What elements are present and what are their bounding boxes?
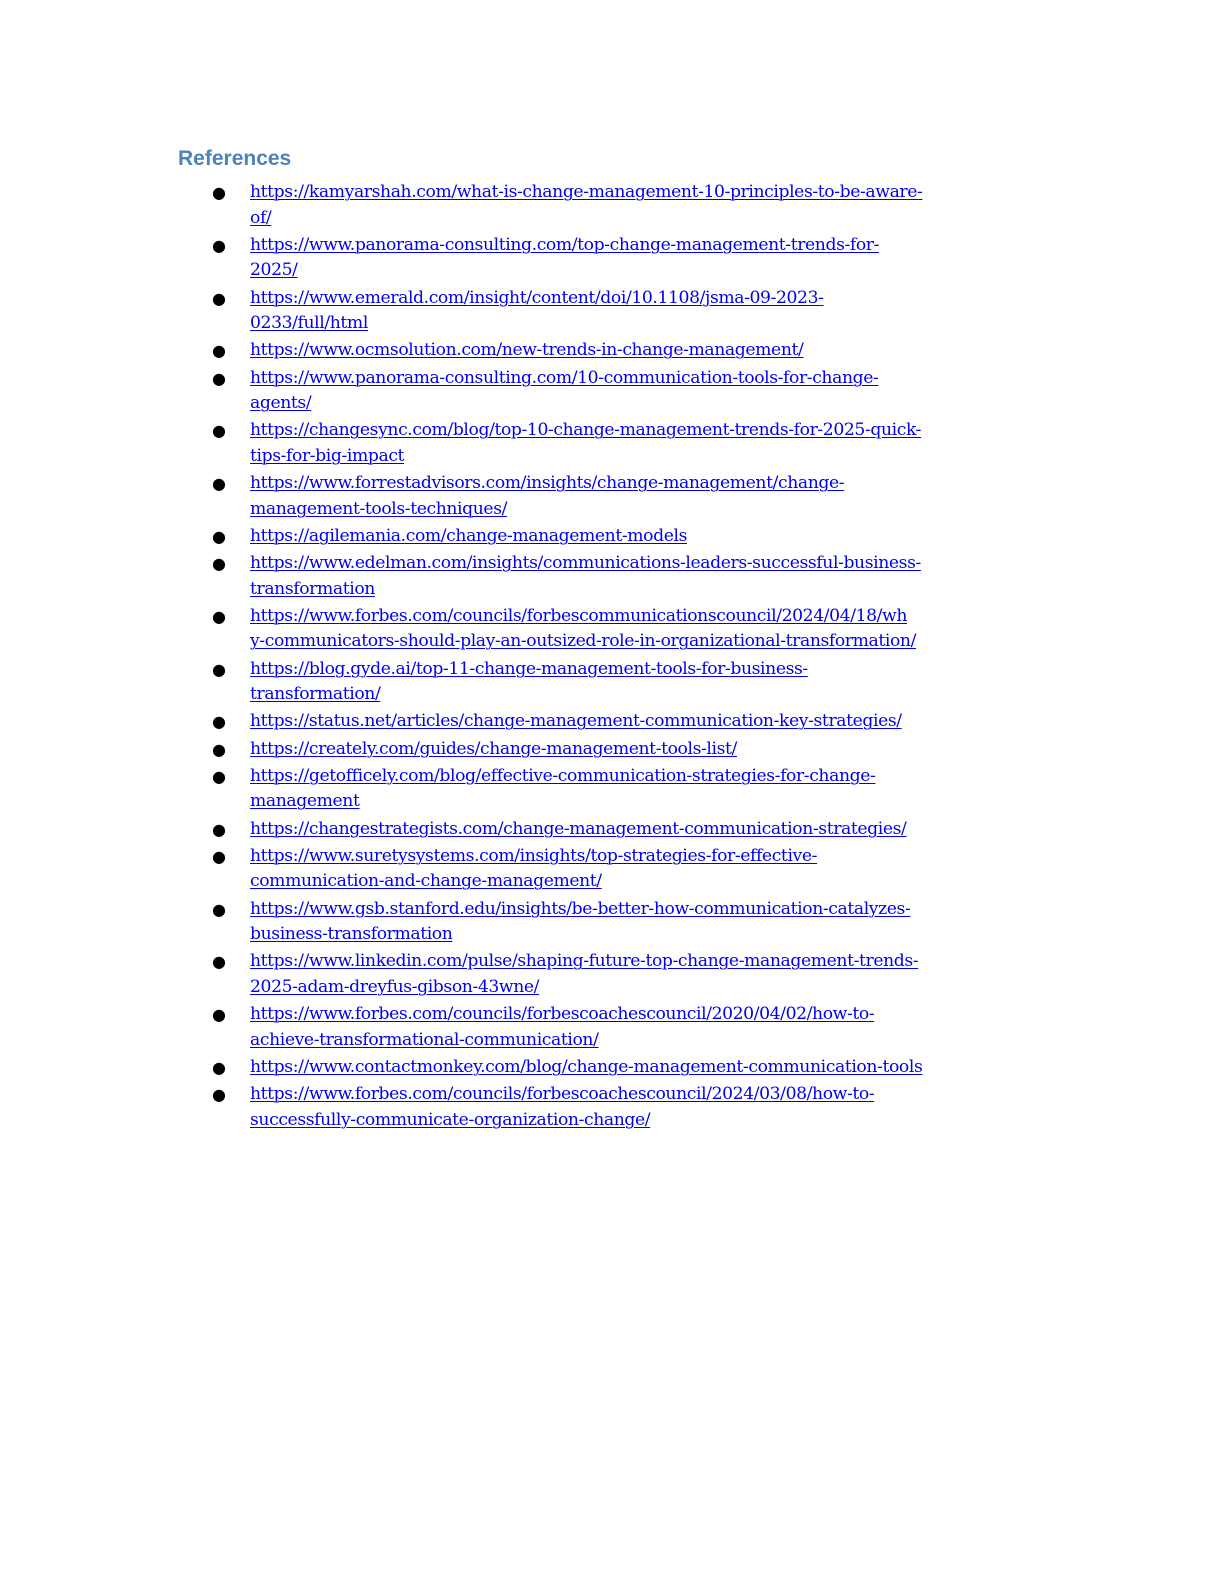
reference-item: [178, 657, 1038, 708]
bullet-icon: ●: [212, 712, 226, 732]
reference-item: [178, 709, 1038, 735]
reference-link[interactable]: [250, 1002, 1038, 1053]
reference-link[interactable]: [250, 233, 1038, 284]
reference-item: [178, 180, 1038, 231]
reference-link[interactable]: [250, 817, 1038, 843]
bullet-icon: ●: [212, 288, 226, 308]
reference-link-line: https://status.net/articles/change-management-communication-key-strategies/: [250, 711, 902, 732]
reference-link-line: https://changestrategists.com/change-management-communication-strategies/: [250, 818, 907, 839]
reference-link-line: https://www.forrestadvisors.com/insights/change-management/change-: [250, 473, 845, 494]
reference-link-line: successfully-communicate-organization-change/: [250, 1109, 651, 1130]
reference-link-line: management: [250, 791, 360, 812]
reference-link-line: https://www.emerald.com/insight/content/doi/10.1108/jsma-09-2023-: [250, 287, 824, 308]
reference-item: [178, 471, 1038, 522]
reference-item: [178, 737, 1038, 763]
bullet-icon: ●: [212, 766, 226, 786]
bullet-icon: ●: [212, 183, 226, 202]
reference-link-line: 0233/full/html: [250, 313, 368, 334]
reference-link-line: 2025/: [250, 260, 298, 281]
reference-link[interactable]: [250, 844, 1038, 895]
reference-link[interactable]: [250, 338, 1038, 364]
reference-item: [178, 844, 1038, 895]
reference-link-line: https://www.ocmsolution.com/new-trends-in-change-management/: [250, 340, 804, 361]
reference-link-line: https://www.forbes.com/councils/forbescoachescouncil/2020/04/02/how-to-: [250, 1004, 875, 1025]
bullet-icon: ●: [212, 1085, 226, 1105]
reference-link[interactable]: [250, 604, 1038, 655]
reference-item: [178, 418, 1038, 469]
reference-link[interactable]: [250, 551, 1038, 602]
reference-link-line: business-transformation: [250, 924, 453, 945]
reference-link[interactable]: [250, 709, 1038, 735]
reference-link-line: https://www.linkedin.com/pulse/shaping-future-top-change-management-trends-: [250, 951, 919, 972]
bullet-icon: ●: [212, 235, 226, 255]
reference-link[interactable]: [250, 418, 1038, 469]
reference-link[interactable]: [250, 286, 1038, 337]
reference-link[interactable]: [250, 657, 1038, 708]
bullet-icon: ●: [212, 1057, 226, 1077]
reference-link-line: https://www.contactmonkey.com/blog/change-management-communication-tools: [250, 1056, 923, 1077]
bullet-icon: ●: [212, 846, 226, 866]
reference-link[interactable]: [250, 737, 1038, 763]
reference-item: [178, 604, 1038, 655]
reference-link-line: https://getofficely.com/blog/effective-communication-strategies-for-change-: [250, 765, 876, 786]
reference-item: [178, 524, 1038, 550]
reference-link[interactable]: [250, 180, 1038, 231]
reference-item: [178, 1082, 1038, 1133]
reference-link-line: of/: [250, 207, 272, 228]
reference-link-line: communication-and-change-management/: [250, 871, 602, 892]
reference-item: [178, 897, 1038, 948]
reference-link-line: https://www.gsb.stanford.edu/insights/be-better-how-communication-catalyzes-: [250, 898, 911, 919]
bullet-icon: ●: [212, 368, 226, 388]
reference-link[interactable]: [250, 1082, 1038, 1133]
reference-link[interactable]: [250, 471, 1038, 522]
reference-link-line: transformation/: [250, 684, 381, 705]
reference-link-line: https://www.panorama-consulting.com/10-communication-tools-for-change-: [250, 367, 879, 388]
reference-link-line: https://www.forbes.com/councils/forbescoachescouncil/2024/03/08/how-to-: [250, 1084, 875, 1105]
reference-item: [178, 233, 1038, 284]
reference-link-line: https://agilemania.com/change-management-models: [250, 525, 687, 546]
reference-item: [178, 338, 1038, 364]
reference-link[interactable]: [250, 524, 1038, 550]
reference-item: [178, 949, 1038, 1000]
bullet-icon: ●: [212, 1005, 226, 1025]
reference-link-line: https://www.panorama-consulting.com/top-change-management-trends-for-: [250, 234, 880, 255]
reference-link-line: y-communicators-should-play-an-outsized-role-in-organizational-transformation/: [250, 631, 916, 652]
reference-item: [178, 817, 1038, 843]
reference-link-line: https://www.forbes.com/councils/forbescommunicationscouncil/2024/04/18/wh: [250, 605, 908, 626]
bullet-icon: ●: [212, 899, 226, 919]
reference-item: [178, 764, 1038, 815]
bullet-icon: ●: [212, 526, 226, 546]
reference-link-line: 2025-adam-dreyfus-gibson-43wne/: [250, 976, 540, 997]
reference-link[interactable]: [250, 1055, 1038, 1081]
reference-link-line: https://kamyarshah.com/what-is-change-management-10-principles-to-be-aware-: [250, 182, 923, 202]
bullet-icon: ●: [212, 421, 226, 441]
references-heading: References: [178, 147, 292, 170]
bullet-icon: ●: [212, 739, 226, 759]
reference-item: [178, 1002, 1038, 1053]
reference-link-line: https://changesync.com/blog/top-10-change-management-trends-for-2025-quick-: [250, 420, 922, 441]
bullet-icon: ●: [212, 659, 226, 679]
reference-item: [178, 551, 1038, 602]
reference-link-line: tips-for-big-impact: [250, 445, 405, 466]
reference-item: [178, 366, 1038, 417]
bullet-icon: ●: [212, 554, 226, 574]
references-list: [178, 180, 1038, 1135]
reference-link[interactable]: [250, 949, 1038, 1000]
reference-link[interactable]: [250, 897, 1038, 948]
bullet-icon: ●: [212, 819, 226, 839]
bullet-icon: ●: [212, 474, 226, 494]
bullet-icon: ●: [212, 606, 226, 626]
reference-link-line: transformation: [250, 578, 375, 599]
reference-link-line: https://www.edelman.com/insights/communications-leaders-successful-business-: [250, 553, 921, 574]
reference-link-line: management-tools-techniques/: [250, 498, 508, 519]
bullet-icon: ●: [212, 341, 226, 361]
reference-link-line: https://creately.com/guides/change-management-tools-list/: [250, 738, 737, 759]
reference-link-line: https://blog.gyde.ai/top-11-change-management-tools-for-business-: [250, 658, 808, 679]
reference-link[interactable]: [250, 366, 1038, 417]
bullet-icon: ●: [212, 952, 226, 972]
reference-item: [178, 1055, 1038, 1081]
reference-link[interactable]: [250, 764, 1038, 815]
reference-link-line: agents/: [250, 393, 312, 414]
reference-item: [178, 286, 1038, 337]
reference-link-line: https://www.suretysystems.com/insights/top-strategies-for-effective-: [250, 845, 818, 866]
reference-link-line: achieve-transformational-communication/: [250, 1029, 599, 1050]
